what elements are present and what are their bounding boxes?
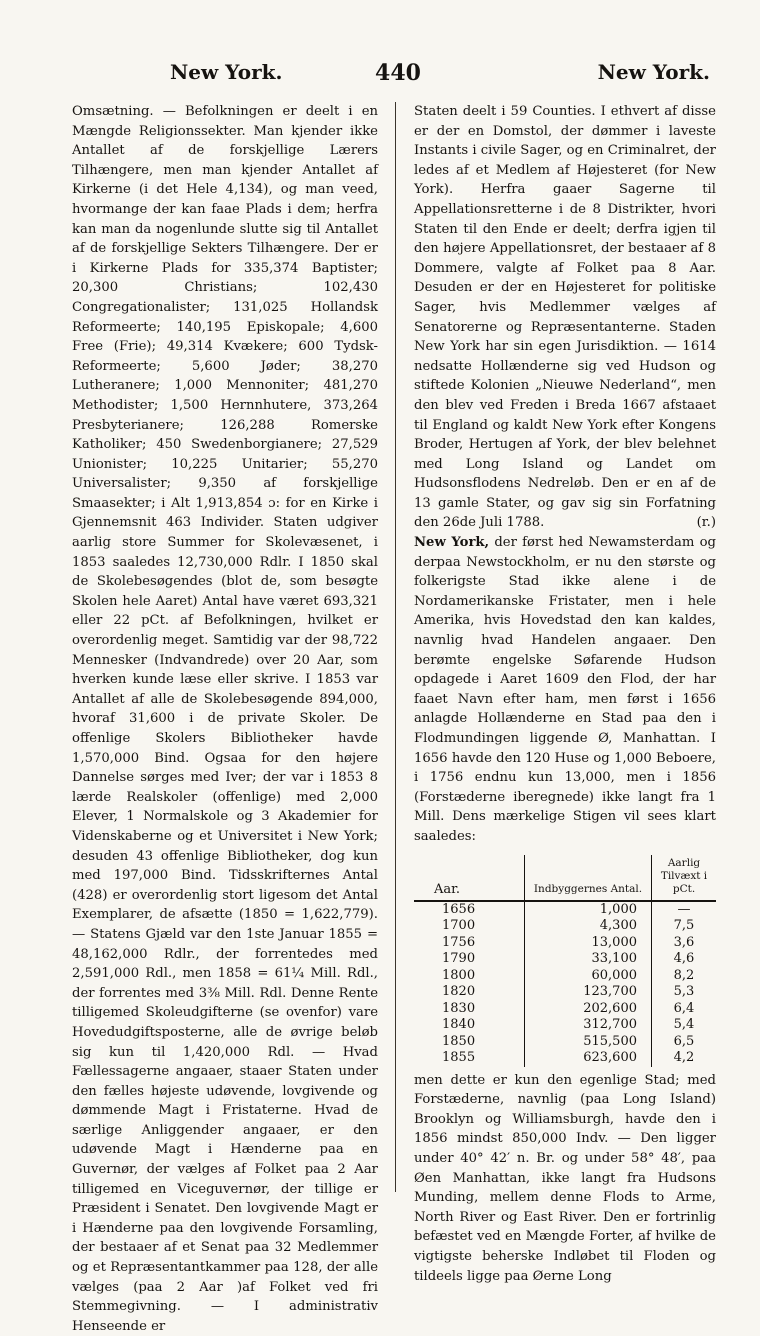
- table-row: [414, 918, 716, 935]
- growth-cell: 7,5: [673, 918, 695, 934]
- table-header-row: [414, 855, 716, 901]
- right-column-text-3: men dette er kun den egenlige Stad; med Forstæderne, navnlig (paa Long Island) Brooklyn og Williamsburgh, havde den i 1856 mindst 850,000 Indv. — Den ligger under 40° 42′ n. Br. og under 58° 48′, paa Øen Manhattan, ikke langt fra Hudsons Munding, mellem denne Flods to Arme, North River og East River. Den er fortrinlig befæstet ved en Mængde Forter, af hvilke de vigtigste beherske Indløbet til Floden og tildeels ligge paa Øerne Long: [414, 1072, 716, 1284]
- growth-cell: 5,4: [673, 1017, 695, 1033]
- population-table: [414, 855, 716, 1067]
- growth-cell: 6,5: [673, 1033, 695, 1049]
- new-york-city-entry: [414, 533, 716, 847]
- entry-text: der først hed Newamsterdam og derpaa Newstockholm, er nu den største og folkerigste Stad ikke alene i de Nordamerikanske Fristater, men i hele Amerika, hvis Hovedstad den kan kaldes, navnlig hvad Handelen angaaer. Den berømte engelske Søfarende Hudson opdagede i Aaret 1609 den Flod, der har faaet Navn efter ham, men først i 1656 anlagde Hollænderne en Stad paa den i Flodmundingen liggende Ø, Manhattan. I 1656 havde den 120 Huse og 1,000 Beboere, i 1756 endnu kun 13,000, men i 1856 (Forstæderne iberegnede) ikke langt fra 1 Mill. Dens mærkelige Stigen vil sees klart saaledes:: [414, 535, 716, 844]
- inhabitants-cell: 60,000: [525, 968, 652, 985]
- year-cell: 1830: [442, 1000, 476, 1016]
- page-header: [70, 60, 720, 96]
- growth-cell: 3,6: [673, 934, 695, 950]
- table-row: [414, 984, 716, 1001]
- right-column-text-1: [414, 102, 716, 533]
- right-column: [414, 102, 716, 1286]
- inhabitants-cell: 312,700: [525, 1017, 652, 1034]
- table-row: [414, 1050, 716, 1067]
- header-left-title: New York.: [170, 60, 283, 84]
- growth-cell: 5,3: [673, 984, 695, 1000]
- table-row: [414, 1034, 716, 1051]
- inhabitants-cell: 1,000: [525, 901, 652, 919]
- column-header-growth: Aarlig Tilvæxt i pCt.: [660, 856, 708, 895]
- left-column-text: Omsætning. — Befolkningen er deelt i en Mængde Religionssekter. Man kjender ikke Antallet af de forskjellige Lærers Tilhængere, men man kjender Antallet af Kirkerne (i det Hele 4,134), og man veed, hvormange der kan faae Plads i dem; herfra kan man da nogenlunde slutte sig til Antallet af de forskjellige Sekters Tilhængere. Der er i Kirkerne Plads for 335,374 Baptister; 20,300 Christians; 102,430 Congregationalister; 131,025 Hollandsk Reformeerte; 140,195 Episkopale; 4,600 Free (Frie); 49,314 Kvækere; 600 Tydsk-Reformeerte; 5,600 Jøder; 38,270 Lutheranere; 1,000 Mennoniter; 481,270 Methodister; 1,500 Hernnhutere, 373,264 Presbyterianere; 126,288 Romerske Katholiker; 450 Swedenborgianere; 27,529 Unionister; 10,225 Unitarier; 55,270 Universalister; 9,350 af forskjellige Smaasekter; i Alt 1,913,854 ɔ: for en Kirke i Gjennemsnit 463 Individer. Staten udgiver aarlig store Summer for Skolevæsenet, i 1853 saaledes 12,730,000 Rdlr. I 1850 skal de Skolebesøgendes (blot de, som besøgte Skolen hele Aaret) Antal have været 693,321 eller 22 pCt. af Befolkningen, hvilket er overordenlig meget. Samtidig var der 98,722 Mennesker (Indvandrede) over 20 Aar, som hverken kunde læse eller skrive. I 1853 var Antallet af alle de Skolebesøgende 894,000, hvoraf 31,600 i de private Skoler. De offenlige Skolers Bibliotheker havde 1,570,000 Bind. Ogsaa for den højere Dannelse sørges med Iver; der var i 1853 8 lærde Realskoler (offenlige) med 2,000 Elever, 1 Normalskole og 3 Akademier for Videnskaberne og et Universitet i New York; desuden 43 offenlige Bibliotheker, dog kun med 197,000 Bind. Tidsskrifternes Antal (428) er overordenlig stort ligesom det Antal Exemplarer, de afsætte (1850 = 1,622,779). — Statens Gjæld var den 1ste Januar 1855 = 48,162,000 Rdlr., der forrentedes med 2,591,000 Rdl., men 1858 = 61¼ Mill. Rdl., der forrentes med 3⅜ Mill. Rdl. Denne Rente tilligemed Skoleudgifterne (se ovenfor) vare Hovedudgiftsposterne, alle de øvrige beløb sig kun til 1,420,000 Rdl. — Hvad Fællessagerne angaaer, staaer Staten under den fælles højeste udøvende, lovgivende og dømmende Magt i Fristaterne. Hvad de særlige Anliggender angaaer, er den udøvende Magt i Hænderne paa en Guvernør, der vælges af Folket paa 2 Aar tilligemed en Viceguvernør, der tillige er Præsident i Senatet. Den lovgivende Magt er i Hænderne paa den lovgivende Forsamling, der bestaaer af et Senat paa 32 Medlemmer og et Repræsentantkammer paa 128, der alle vælges (paa 2 Aar )af Folket ved fri Stemmegivning. — I administrativ Henseende er: [72, 104, 378, 1334]
- text-paragraph: Staten deelt i 59 Counties. I ethvert af disse er der en Domstol, der dømmer i laveste Instants i civile Sager, og en Criminalret, der ledes af et Medlem af Højesteret (for New York). Herfra gaaer Sagerne til Appellationsretterne i de 8 Distrikter, hvori Staten til den Ende er deelt; derfra igjen til den højere Appellationsret, der bestaaer af 8 Dommere, valgte af Folket paa 8 Aar. Desuden er der en Højesteret for politiske Sager, hvis Medlemmer vælges af Senatorerne og Repræsentanterne. Staden New York har sin egen Jurisdiktion. — 1614 nedsatte Hollænderne sig ved Hudson og stiftede Kolonien „Nieuwe Nederland“, men den blev ved Freden i Breda 1667 afstaaet til England og kaldt New York efter Kongens Broder, Hertugen af York, der blev belehnet med Long Island og Landet om Hudsonsflodens Nedreløb. Den er en af de 13 gamle Stater, og gav sig sin Forfatning den 26de Juli 1788.: [414, 104, 716, 531]
- table-row: [414, 1001, 716, 1018]
- inhabitants-cell: 515,500: [525, 1034, 652, 1051]
- inhabitants-cell: 202,600: [525, 1001, 652, 1018]
- entry-headword: New York,: [414, 535, 490, 551]
- year-cell: 1700: [442, 918, 476, 934]
- table-row: [414, 901, 716, 919]
- growth-cell: —: [677, 901, 691, 917]
- inhabitants-cell: 4,300: [525, 918, 652, 935]
- year-cell: 1840: [442, 1017, 476, 1033]
- header-right-title: New York.: [597, 60, 710, 84]
- year-cell: 1820: [442, 984, 476, 1000]
- column-header-year: Aar.: [434, 881, 461, 897]
- year-cell: 1800: [442, 967, 476, 983]
- growth-cell: 8,2: [673, 967, 695, 983]
- inhabitants-cell: 623,600: [525, 1050, 652, 1067]
- inhabitants-cell: 13,000: [525, 935, 652, 952]
- table-row: [414, 968, 716, 985]
- page-number: 440: [375, 60, 421, 86]
- inhabitants-cell: 123,700: [525, 984, 652, 1001]
- year-cell: 1850: [442, 1033, 476, 1049]
- growth-cell: 4,6: [673, 951, 695, 967]
- column-header-inhabitants: Indbyggernes Antal.: [525, 855, 652, 901]
- growth-cell: 6,4: [673, 1000, 695, 1016]
- year-cell: 1656: [442, 901, 476, 917]
- growth-cell: 4,2: [673, 1050, 695, 1066]
- year-cell: 1790: [442, 951, 476, 967]
- year-cell: 1756: [442, 934, 476, 950]
- left-column: [72, 102, 378, 1336]
- table-row: [414, 1017, 716, 1034]
- author-signature: (r.): [696, 515, 716, 531]
- year-cell: 1855: [442, 1050, 476, 1066]
- column-divider: [395, 102, 396, 1192]
- inhabitants-cell: 33,100: [525, 951, 652, 968]
- table-row: [414, 951, 716, 968]
- table-row: [414, 935, 716, 952]
